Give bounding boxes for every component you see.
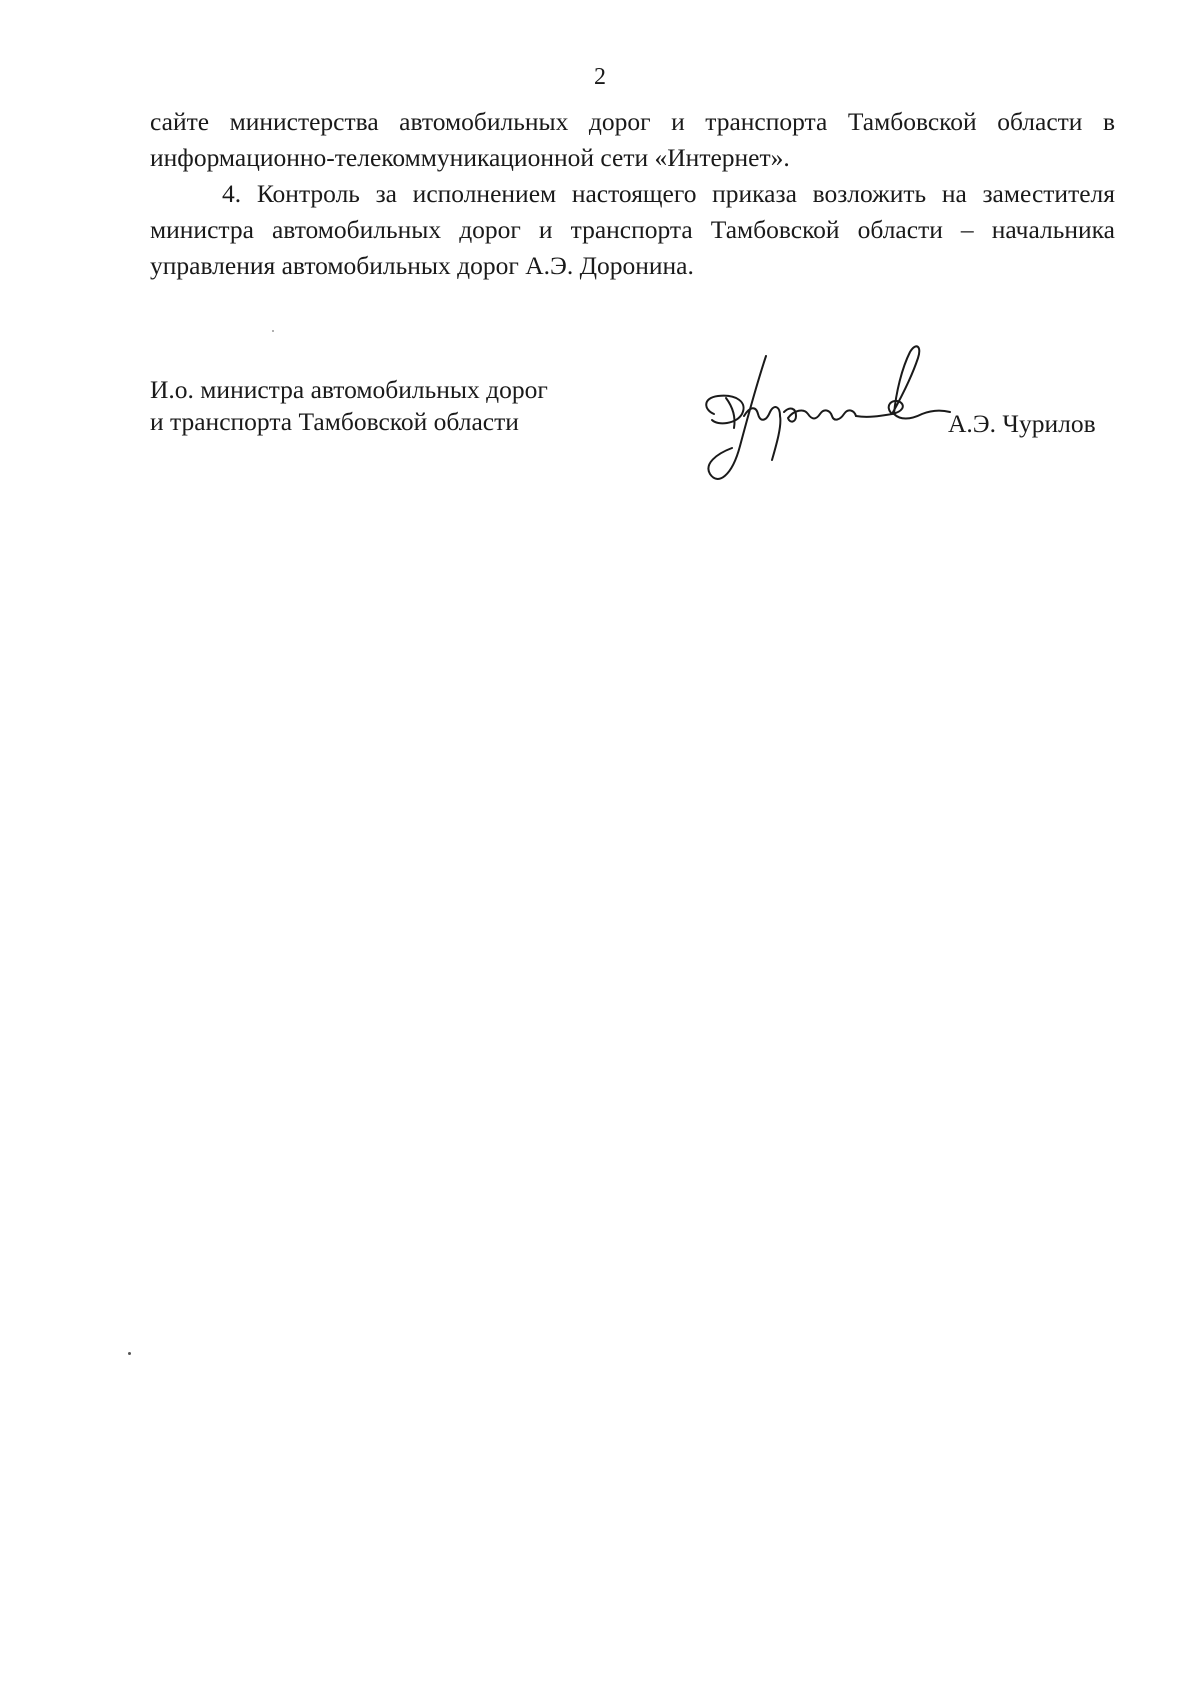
paragraph-continuation: сайте министерства автомобильных дорог и транспорта Тамбовской области в информационно-телекоммуникационной сети «Интернет». [150,107,1115,172]
signer-title-line-1: И.о. министра автомобильных дорог [150,375,548,404]
handwritten-signature-icon [696,336,956,506]
scan-speck [272,330,274,332]
signer-name: А.Э. Чурилов [948,409,1096,438]
signer-title [150,374,670,438]
scan-speck [128,1352,131,1355]
document-body [150,104,1115,284]
paragraph-4: 4. Контроль за исполнением настоящего приказа возложить на заместителя министра автомобильных дорог и транспорта Тамбовской области – начальника управления автомобильных дорог А.Э. Доронина. [150,179,1115,280]
page-number: 2 [594,64,606,90]
signer-title-line-2: и транспорта Тамбовской области [150,407,519,436]
